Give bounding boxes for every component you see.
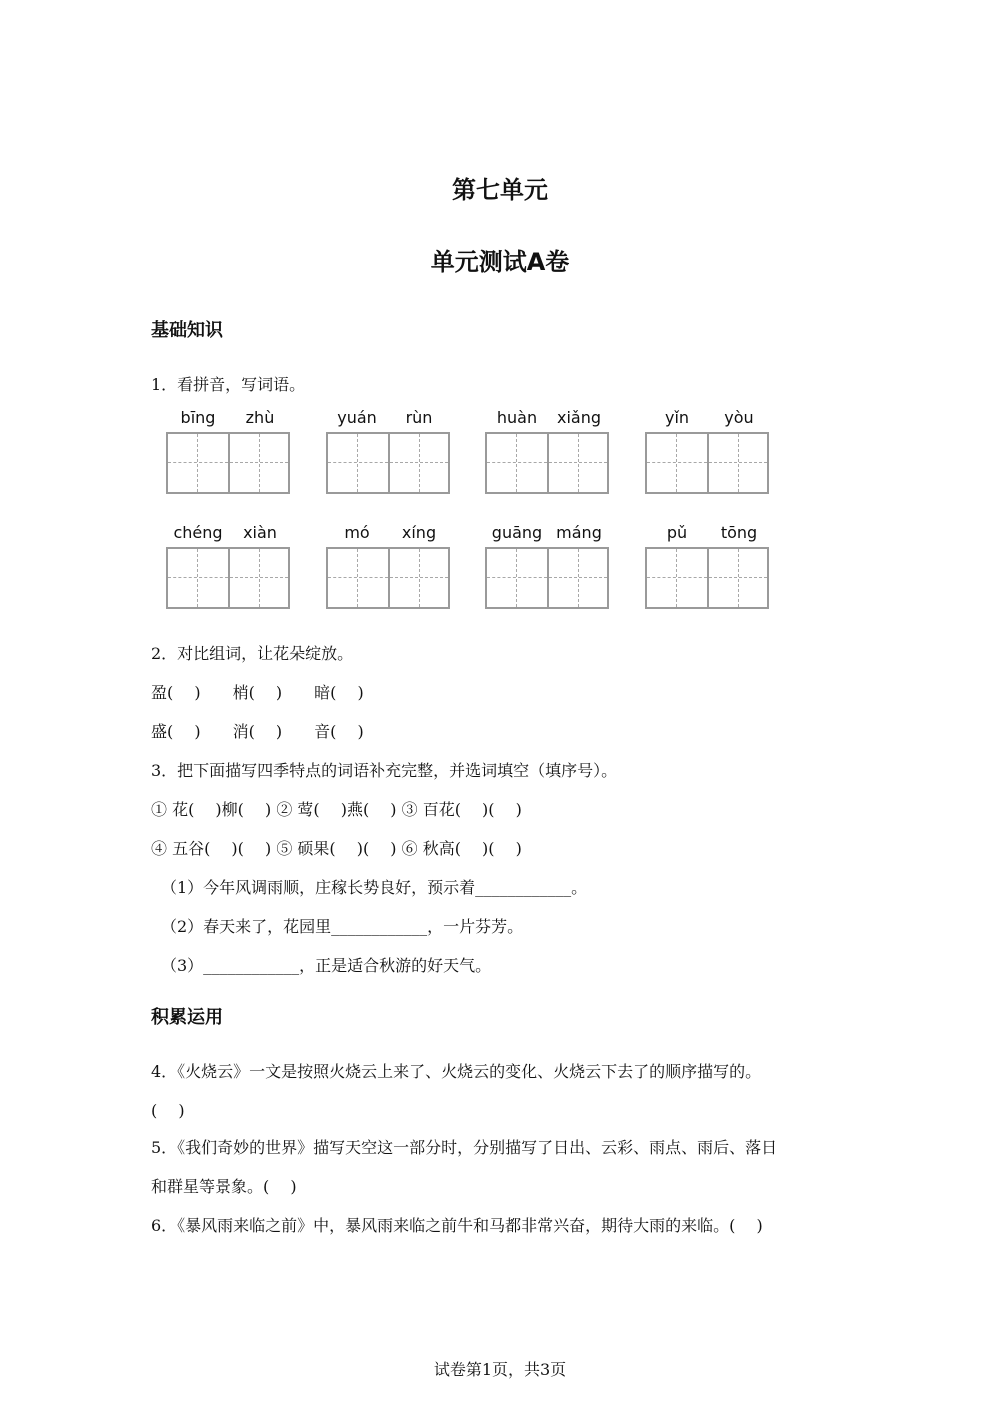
writing-grid[interactable] xyxy=(485,432,609,494)
writing-grid[interactable] xyxy=(326,547,450,609)
grid-cell[interactable] xyxy=(228,434,288,492)
page-footer: 试卷第1页，共3页 xyxy=(433,1360,567,1379)
grid-cell[interactable] xyxy=(328,434,388,492)
section-heading-application: 积累运用 xyxy=(151,1007,223,1028)
page-subtitle: 单元测试A卷 xyxy=(430,248,570,276)
question-2-line-1: 盈( ) 梢( ) 暗( ) xyxy=(151,683,364,702)
question-2: 2．对比组词，让花朵绽放。 xyxy=(151,644,354,663)
pinyin-label: xíng xyxy=(401,523,437,542)
grid-cell[interactable] xyxy=(547,549,607,607)
section-heading-basics: 基础知识 xyxy=(151,320,223,341)
question-6: 6．《暴风雨来临之前》中，暴风雨来临之前牛和马都非常兴奋，期待大雨的来临。( ) xyxy=(151,1216,763,1235)
pinyin-label: zhù xyxy=(245,408,275,427)
grid-cell[interactable] xyxy=(487,434,547,492)
writing-grid[interactable] xyxy=(645,432,769,494)
question-3: 3．把下面描写四季特点的词语补充完整，并选词填空（填序号）。 xyxy=(151,761,618,780)
pinyin-label: mó xyxy=(344,523,370,542)
grid-cell[interactable] xyxy=(707,549,767,607)
grid-cell[interactable] xyxy=(487,549,547,607)
question-4: 4．《火烧云》一文是按照火烧云上来了、火烧云的变化、火烧云下去了的顺序描写的。 xyxy=(151,1062,762,1081)
pinyin-label: huàn xyxy=(496,408,538,427)
pinyin-label: yòu xyxy=(724,408,754,427)
pinyin-label: yǐn xyxy=(664,408,690,427)
pinyin-label: guāng xyxy=(491,523,543,542)
page-title: 第七单元 xyxy=(452,176,548,204)
question-3-sub-3: （3）____________，正是适合秋游的好天气。 xyxy=(161,956,492,975)
pinyin-label: xiǎng xyxy=(556,408,601,427)
question-5: 5．《我们奇妙的世界》描写天空这一部分时，分别描写了日出、云彩、雨点、雨后、落日 xyxy=(151,1138,778,1157)
pinyin-label: bīng xyxy=(180,408,216,427)
pinyin-label: yuán xyxy=(337,408,377,427)
pinyin-label: pǔ xyxy=(666,523,688,542)
writing-grid[interactable] xyxy=(166,432,290,494)
question-3-options-1: ① 花( )柳( ) ② 莺( )燕( ) ③ 百花( )( ) xyxy=(151,800,522,819)
writing-grid[interactable] xyxy=(645,547,769,609)
writing-grid[interactable] xyxy=(326,432,450,494)
question-5-continued: 和群星等景象。( ) xyxy=(151,1177,297,1196)
grid-cell[interactable] xyxy=(168,434,228,492)
pinyin-label: máng xyxy=(556,523,602,542)
pinyin-label: rùn xyxy=(405,408,433,427)
question-1: 1．看拼音，写词语。 xyxy=(151,375,306,394)
grid-cell[interactable] xyxy=(547,434,607,492)
pinyin-label: chéng xyxy=(173,523,223,542)
question-3-options-2: ④ 五谷( )( ) ⑤ 硕果( )( ) ⑥ 秋高( )( ) xyxy=(151,839,522,858)
pinyin-label: xiàn xyxy=(243,523,277,542)
grid-cell[interactable] xyxy=(707,434,767,492)
pinyin-label: tōng xyxy=(720,523,758,542)
grid-cell[interactable] xyxy=(228,549,288,607)
writing-grid[interactable] xyxy=(485,547,609,609)
writing-grid[interactable] xyxy=(166,547,290,609)
question-4-answer: ( ) xyxy=(151,1101,185,1120)
grid-cell[interactable] xyxy=(388,549,448,607)
question-2-line-2: 盛( ) 消( ) 音( ) xyxy=(151,722,364,741)
grid-cell[interactable] xyxy=(647,434,707,492)
grid-cell[interactable] xyxy=(647,549,707,607)
grid-cell[interactable] xyxy=(168,549,228,607)
question-3-sub-1: （1）今年风调雨顺，庄稼长势良好，预示着____________。 xyxy=(161,878,588,897)
grid-cell[interactable] xyxy=(388,434,448,492)
question-3-sub-2: （2）春天来了，花园里____________，一片芬芳。 xyxy=(161,917,524,936)
grid-cell[interactable] xyxy=(328,549,388,607)
